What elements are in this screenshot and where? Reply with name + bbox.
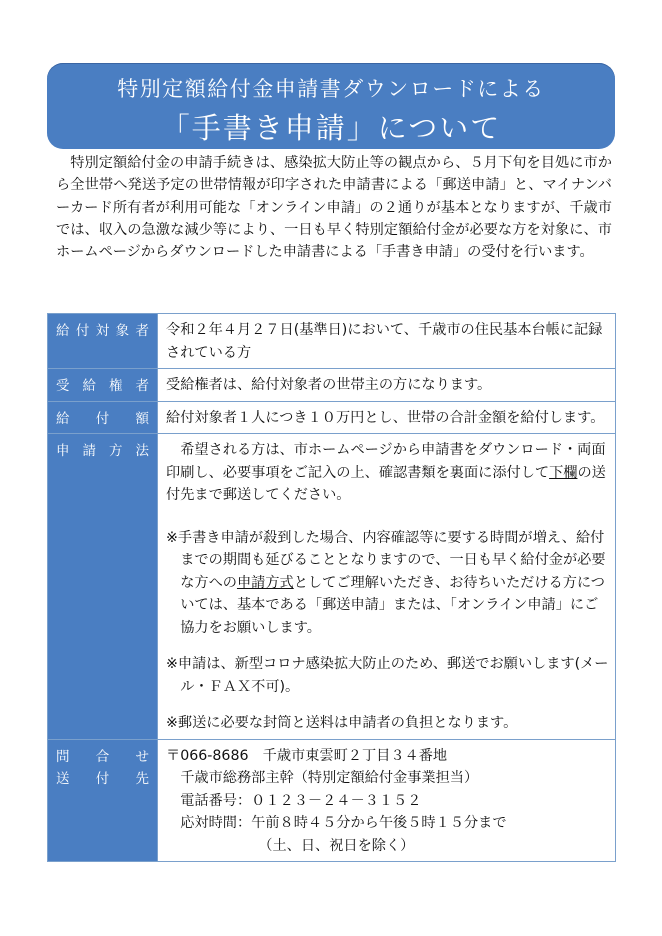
- contact-hours: 応対時間：午前８時４５分から午後５時１５分まで: [180, 815, 507, 831]
- note1-text-b: としてご理解いただき、お待ちいただける方については、基本である「郵送申請」または、「オンライン申請」にご協力をお願いします。: [180, 574, 605, 636]
- title-line-2: 「手書き申請」について: [160, 111, 502, 145]
- row-recipient: [48, 369, 616, 402]
- note1-underline: 申請方式: [236, 574, 294, 591]
- label-contact-2: 送付先: [56, 770, 149, 787]
- contact-phone: 電話番号：０１２３－２４－３１５２: [180, 792, 422, 809]
- label-amount: 給付額: [48, 401, 158, 434]
- label-contact-1: 問合せ: [56, 748, 149, 765]
- method-paragraph: [166, 439, 609, 507]
- title-line-1: 特別定額給付金申請書ダウンロードによる: [117, 77, 545, 101]
- row-contact: [48, 739, 616, 862]
- label-recipient: 受給権者: [48, 369, 158, 402]
- value-amount: 給付対象者１人につき１０万円とし、世帯の合計金額を給付します。: [158, 401, 616, 434]
- method-underline-below: 下欄: [549, 464, 578, 481]
- method-note-1: [166, 527, 609, 640]
- label-target: 給付対象者: [48, 314, 158, 369]
- method-note-3: ※郵送に必要な封筒と送料は申請者の負担となります。: [166, 715, 518, 731]
- intro-paragraph: [56, 152, 612, 263]
- value-target: 令和２年４月２７日(基準日)において、千歳市の住民基本台帳に記録されている方: [158, 314, 616, 369]
- method-text-a: 希望される方は、市ホームページから申請書をダウンロード・両面印刷し、必要事項をご記入の上、確認書類を裏面に添付して: [166, 442, 606, 481]
- label-contact: [48, 739, 158, 862]
- row-amount: [48, 401, 616, 434]
- note1-text-a: ※手書き申請が殺到した場合、内容確認等に要する時間が増え、給付までの期間も延びることとなりますので、一日も早く給付金が必要な方への: [166, 529, 606, 591]
- contact-department: 千歳市総務部主幹（特別定額給付金事業担当）: [180, 770, 479, 786]
- row-method: [48, 434, 616, 740]
- contact-postal-address: 〒066-8686 千歳市東雲町２丁目３４番地: [166, 747, 448, 764]
- method-note-2: ※申請は、新型コロナ感染拡大防止のため、郵送でお願いします(メール・ＦＡＸ不可)。: [166, 656, 609, 695]
- value-method: [158, 434, 616, 740]
- row-target: [48, 314, 616, 369]
- contact-closed-days: （土、日、祝日を除く）: [258, 837, 415, 854]
- title-banner: [47, 63, 615, 149]
- intro-text: 特別定額給付金の申請手続きは、感染拡大防止等の観点から、５月下旬を目処に市から全世帯へ発送予定の世帯情報が印字された申請書による「郵送申請」と、マイナンバーカード所有者が利用可能な「オンライン申請」の２通りが基本となりますが、千歳市では、収入の急激な減少等により、一日も早く特別定額給付金が必要な方を対象に、市ホームページからダウンロードした申請書による「手書き申請」の受付を行います。: [56, 155, 612, 261]
- label-method: 申請方法: [48, 434, 158, 740]
- value-contact: [158, 739, 616, 862]
- value-recipient: 受給権者は、給付対象者の世帯主の方になります。: [158, 369, 616, 402]
- method-text-b: の送付先まで郵送してください。: [166, 464, 606, 503]
- info-table: [47, 313, 616, 862]
